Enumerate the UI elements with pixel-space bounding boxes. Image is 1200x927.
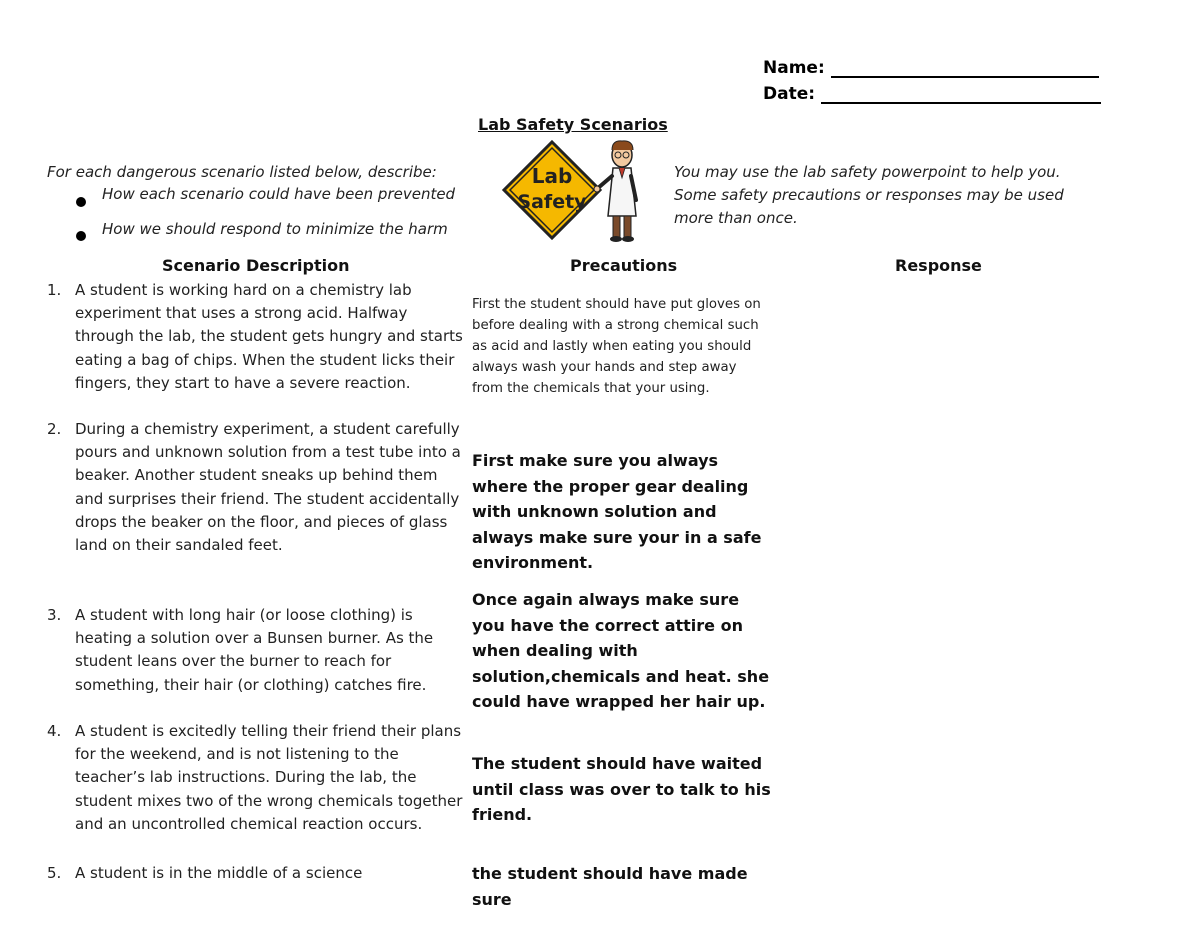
scenario-text: A student with long hair (or loose clothing) is heating a solution over a Bunsen burner. As the student leans over the burner to reach for something, their hair (or clothing) catches fire. — [75, 606, 434, 694]
instruction-bullet-1: How each scenario could have been prevented — [102, 185, 456, 203]
scenario-text: A student is working hard on a chemistry lab experiment that uses a strong acid. Halfway through the lab, the student gets hungry and starts eating a bag of chips. When the student licks their fingers, they start to have a severe reaction. — [75, 281, 463, 392]
date-blank[interactable] — [821, 84, 1101, 104]
scenario-number: 3. — [47, 606, 62, 624]
instruction-bullet-2: How we should respond to minimize the harm — [102, 220, 448, 238]
name-blank[interactable] — [831, 58, 1099, 78]
date-label: Date: — [763, 84, 816, 104]
scenario-number: 4. — [47, 722, 62, 740]
precaution-answer-1[interactable]: First the student should have put gloves on before dealing with a strong chemical such as acid and lastly when eating you should always wash your hands and step away from the chemicals that your using. — [472, 297, 761, 396]
logo-text-lab: Lab — [531, 164, 573, 188]
instructions-intro: For each dangerous scenario listed below, describe: — [47, 163, 437, 181]
list-item — [47, 862, 467, 892]
list-item — [47, 418, 467, 578]
bullet-icon — [76, 231, 86, 241]
precaution-answer-2[interactable]: First make sure you always where the proper gear dealing with unknown solution and always make sure your in a safe environment. — [472, 451, 762, 572]
scenario-number: 2. — [47, 420, 62, 438]
precaution-answer-3[interactable]: Once again always make sure you have the correct attire on when dealing with solution,chemicals and heat. she could have wrapped her hair up. — [472, 590, 770, 711]
lab-safety-logo — [500, 138, 660, 244]
list-item — [47, 279, 467, 429]
scenario-text: A student is in the middle of a science — [75, 864, 363, 882]
column-header-scenario: Scenario Description — [162, 256, 350, 275]
bullet-icon — [76, 197, 86, 207]
column-header-precautions: Precautions — [570, 256, 678, 275]
scenario-text: During a chemistry experiment, a student carefully pours and unknown solution from a test tube into a beaker. Another student sneaks up behind them and surprises their friend. The student accidentally drops the beaker on the floor, and pieces of glass land on their sandaled feet. — [75, 420, 461, 555]
name-label: Name: — [763, 58, 825, 78]
date-field[interactable] — [763, 84, 1101, 104]
instructions-note: You may use the lab safety powerpoint to help you. Some safety precautions or responses may be used more than once. — [674, 163, 1064, 227]
scenario-text: A student is excitedly telling their friend their plans for the weekend, and is not listening to the teacher’s lab instructions. During the lab, the student mixes two of the wrong chemicals together and an uncontrolled chemical reaction occurs. — [75, 722, 463, 833]
precaution-answer-4[interactable]: The student should have waited until class was over to talk to his friend. — [472, 754, 771, 824]
scenario-number: 5. — [47, 864, 62, 882]
list-item — [47, 604, 467, 704]
name-field[interactable] — [763, 58, 1099, 78]
scenario-number: 1. — [47, 281, 62, 299]
logo-text-safety: Safety — [517, 191, 587, 213]
precaution-answer-5[interactable]: the student should have made sure — [472, 864, 748, 909]
list-item — [47, 720, 467, 860]
column-header-response: Response — [895, 256, 982, 275]
page-title: Lab Safety Scenarios — [478, 115, 668, 134]
